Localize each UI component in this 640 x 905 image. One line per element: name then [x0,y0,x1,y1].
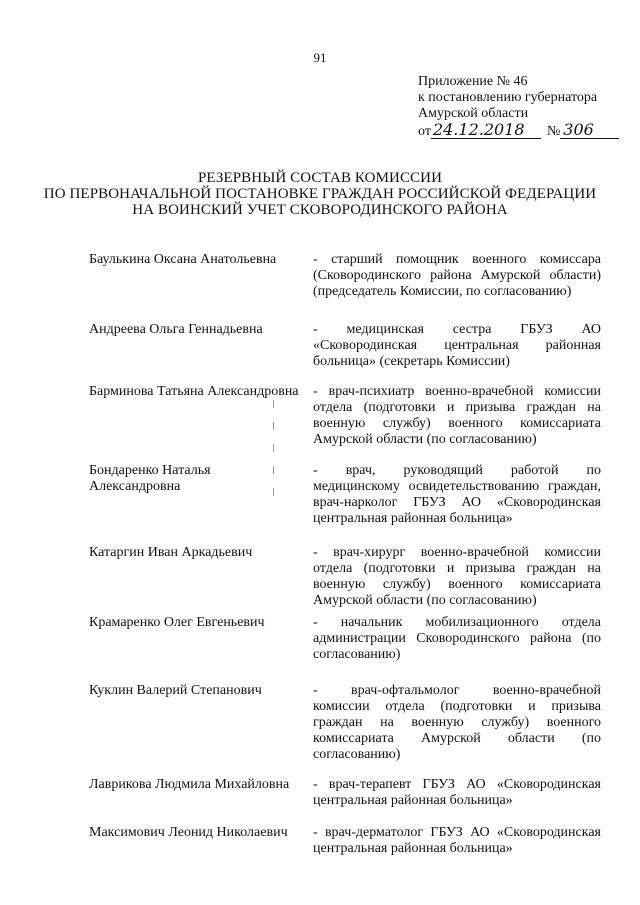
member-description [313,463,601,527]
member-description-line: согласованию) [313,747,401,762]
member-name-line: Крамаренко Олег Евгеньевич [89,615,265,630]
title-line: НА ВОИНСКИЙ УЧЕТ СКОВОРОДИНСКОГО РАЙОНА [132,202,508,218]
document-title [0,170,640,218]
member-description-line: - медицинская сестра ГБУЗ АО [313,322,601,337]
member-description-line: отдела (подготовки и призыва граждан на [313,561,601,576]
date-prefix: от [418,124,431,139]
member-description [313,545,601,609]
member-description-line: Амурской области (по согласованию) [313,593,537,608]
member-description-line: центральная районная больница» [313,511,513,526]
member-name [89,252,309,268]
member-description-line: комиссариата Амурской области (по [313,731,601,746]
member-description-line: - врач, руководящий работой по [313,463,601,478]
title-line: РЕЗЕРВНЫЙ СОСТАВ КОМИССИИ [197,170,443,186]
appendix-line: Приложение № 46 [418,74,528,89]
member-name [89,825,309,841]
member-name-line: Куклин Валерий Степанович [89,683,262,698]
member-name-line: Андреева Ольга Геннадьевна [89,322,263,337]
member-description-line: Амурской области (по согласованию) [313,432,537,447]
member-description-line: администрации Сковородинского района (по [313,631,601,646]
member-description-line: центральная районная больница» [313,793,513,808]
member-name-line: Александровна [89,479,181,494]
member-description-line: комиссии отдела (подготовки и призыва [313,699,601,714]
member-name-line: Лаврикова Людмила Михайловна [89,777,290,792]
member-description-line: военную службу) военного комиссариата [313,416,601,431]
member-description-line: - врач-хирург военно-врачебной комиссии [313,545,601,560]
member-name-line: Барминова Татьяна Александровна [89,384,299,399]
member-description-line: центральная районная больница» [313,841,513,856]
member-description [313,322,601,370]
member-description-line: военную службу) военного комиссариата [313,577,601,592]
member-description-line: - старший помощник военного комиссара [313,252,601,267]
member-name [89,322,309,338]
member-name [89,384,309,400]
member-description [313,615,601,663]
member-description [313,777,601,809]
member-name-line: Максимович Леонид Николаевич [89,825,288,840]
member-description-line: медицинскому освидетельствованию граждан, [313,479,601,494]
appendix-header [418,74,619,140]
member-description-line: - врач-дерматолог ГБУЗ АО «Сковородинская [313,825,601,840]
member-description-line: (Сковородинского района Амурской области) [313,268,601,283]
member-description [313,384,601,448]
appendix-line: к постановлению губернатора [418,90,598,105]
member-name [89,777,309,793]
member-description [313,825,601,857]
member-name [89,683,309,699]
scan-artifact [273,400,279,520]
handwritten-date: 24.12.2018 [431,122,541,139]
member-description-line: - начальник мобилизационного отдела [313,615,601,630]
member-description-line: - врач-психиатр военно-врачебной комиссии [313,384,601,399]
member-name-line: Баулькина Оксана Анатольевна [89,252,277,267]
title-line: ПО ПЕРВОНАЧАЛЬНОЙ ПОСТАНОВКЕ ГРАЖДАН РОССИЙСКОЙ ФЕДЕРАЦИИ [43,186,597,202]
appendix-date-line [418,122,619,140]
page-number: 91 [313,50,327,65]
member-description-line: «Сковородинская центральная районная [313,338,601,353]
member-description-line: согласованию) [313,647,401,662]
member-description-line: (председатель Комиссии, по согласованию) [313,284,572,299]
member-description-line: врач-нарколог ГБУЗ АО «Сковородинская [313,495,601,510]
member-description [313,683,601,763]
member-name-line: Катаргин Иван Аркадьевич [89,545,253,560]
member-name [89,545,309,561]
number-prefix: № [546,124,561,139]
member-description-line: больница» (секретарь Комиссии) [313,354,510,369]
member-description-line: - врач-офтальмолог военно-врачебной [313,683,601,698]
member-description [313,252,601,300]
member-description-line: отдела (подготовки и призыва граждан на [313,400,601,415]
member-name-line: Бондаренко Наталья [89,463,211,478]
handwritten-number: 306 [560,122,619,139]
member-description-line: граждан на военную службу) военного [313,715,601,730]
appendix-line: Амурской области [418,106,529,121]
member-name [89,615,309,631]
member-description-line: - врач-терапевт ГБУЗ АО «Сковородинская [313,777,601,792]
